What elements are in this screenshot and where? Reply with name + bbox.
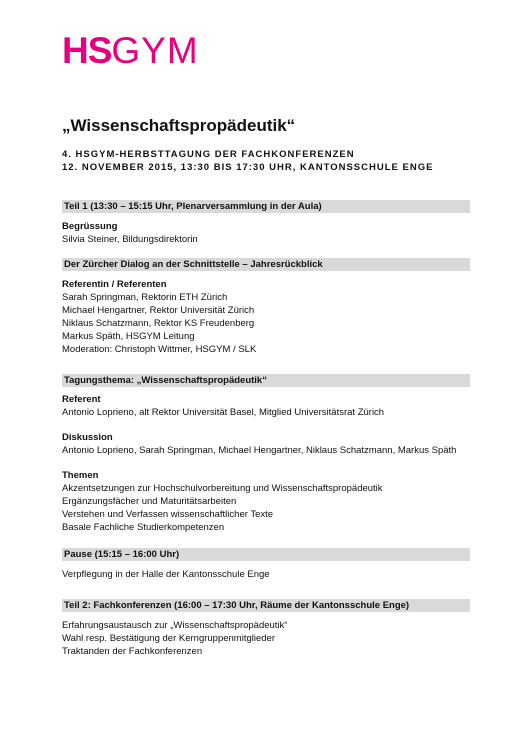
thema-themen-line-3: Basale Fachliche Studierkompetenzen [62, 522, 225, 533]
label-diskussion: Diskussion [62, 432, 113, 443]
label-begruessung: Begrüssung [62, 221, 118, 232]
document-title: „Wissenschaftspropädeutik“ [62, 116, 296, 135]
teil2-line-2: Traktanden der Fachkonferenzen [62, 646, 203, 657]
logo-gym: GYM [111, 30, 199, 71]
thema-themen-line-2: Verstehen und Verfassen wissenschaftlicher Texte [62, 509, 274, 520]
subtitle-line-2: 12. NOVEMBER 2015, 13:30 BIS 17:30 UHR, KANTONSSCHULE ENGE [62, 162, 434, 173]
dialog-line-2: Niklaus Schatzmann, Rektor KS Freudenberg [62, 318, 255, 329]
section-heading-pause: Pause (15:15 – 16:00 Uhr) [62, 548, 470, 561]
section-heading-teil2: Teil 2: Fachkonferenzen (16:00 – 17:30 Uhr, Räume der Kantonsschule Enge) [62, 599, 470, 612]
thema-diskussion-line-0: Antonio Loprieno, Sarah Springman, Michael Hengartner, Niklaus Schatzmann, Markus Späth [62, 445, 457, 456]
section-heading-thema: Tagungsthema: „Wissenschaftspropädeutik“ [62, 374, 470, 387]
thema-themen-line-1: Ergänzungsfächer und Maturitätsarbeiten [62, 496, 237, 507]
dialog-line-0: Sarah Springman, Rektorin ETH Zürich [62, 292, 228, 303]
dialog-line-1: Michael Hengartner, Rektor Universität Zürich [62, 305, 255, 316]
teil1-line-0: Silvia Steiner, Bildungsdirektorin [62, 234, 198, 245]
pause-line-0: Verpflegung in der Halle der Kantonsschule Enge [62, 569, 270, 580]
dialog-line-4: Moderation: Christoph Wittmer, HSGYM / SLK [62, 344, 257, 355]
teil2-line-0: Erfahrungsaustausch zur „Wissenschaftspropädeutik“ [62, 620, 288, 631]
section-heading-dialog: Der Zürcher Dialog an der Schnittstelle – Jahresrückblick [62, 258, 470, 271]
label-themen: Themen [62, 470, 99, 481]
logo-hs: HS [62, 30, 112, 71]
section-heading-teil1: Teil 1 (13:30 – 15:15 Uhr, Plenarversammlung in der Aula) [62, 200, 470, 213]
teil2-line-1: Wahl resp. Bestätigung der Kerngruppenmitglieder [62, 633, 275, 644]
hsgym-logo [62, 31, 199, 71]
subtitle-line-1: 4. HSGYM-HERBSTTAGUNG DER FACHKONFERENZEN [62, 149, 355, 160]
thema-referent-line-0: Antonio Loprieno, alt Rektor Universität Basel, Mitglied Universitätsrat Zürich [62, 407, 385, 418]
thema-themen-line-0: Akzentsetzungen zur Hochschulvorbereitung und Wissenschaftspropädeutik [62, 483, 383, 494]
dialog-line-3: Markus Späth, HSGYM Leitung [62, 331, 195, 342]
label-referent: Referent [62, 394, 101, 405]
label-referenten: Referentin / Referenten [62, 279, 167, 290]
